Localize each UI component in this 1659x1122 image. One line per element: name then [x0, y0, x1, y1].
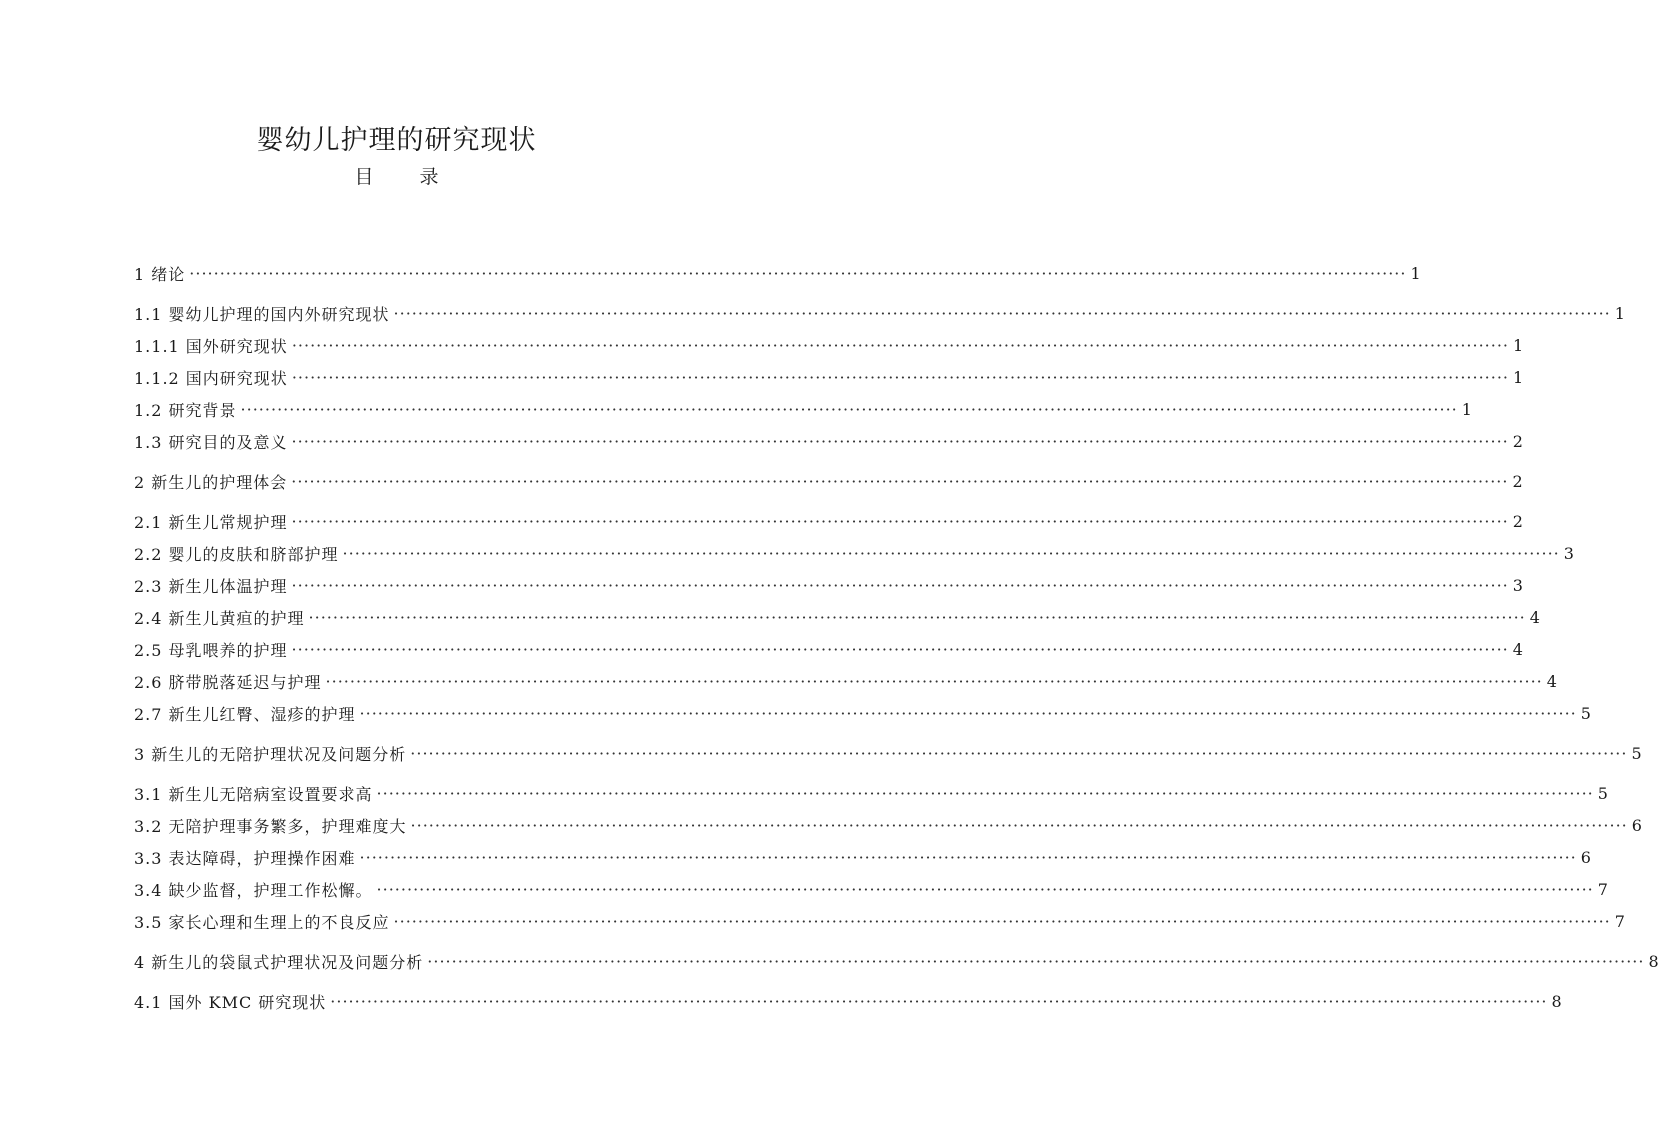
toc-entry-page: 2 — [1512, 511, 1523, 531]
toc-entry-page: 1 — [1513, 367, 1524, 387]
toc-entry[interactable] — [134, 300, 1625, 326]
toc-entry-page: 1 — [1614, 303, 1625, 323]
toc-entry-label: 2.3 新生儿体温护理 — [134, 576, 288, 596]
toc-entry-page: 6 — [1631, 815, 1642, 835]
toc-entry-label: 3.3 表达障碍，护理操作困难 — [134, 848, 356, 868]
toc-entry[interactable] — [134, 988, 1562, 1014]
toc-entry[interactable] — [134, 908, 1625, 934]
toc-entry-label: 4 新生儿的袋鼠式护理状况及问题分析 — [134, 952, 424, 972]
toc-entry[interactable] — [134, 636, 1523, 662]
toc-entry-label: 3.1 新生儿无陪病室设置要求高 — [134, 784, 373, 804]
toc-leader-dots: ········································································································································································································ — [342, 543, 1560, 563]
toc-leader-dots: ········································································································································································································ — [240, 399, 1458, 419]
toc-entry-page: 3 — [1512, 575, 1523, 595]
toc-entry-label: 2.6 脐带脱落延迟与护理 — [134, 672, 322, 692]
toc-entry[interactable] — [134, 604, 1540, 630]
toc-entry-label: 1.1 婴幼儿护理的国内外研究现状 — [134, 304, 390, 324]
toc-leader-dots: ········································································································································································································ — [393, 303, 1611, 323]
toc-entry-page: 5 — [1580, 703, 1591, 723]
toc-entry[interactable] — [134, 468, 1523, 494]
toc-entry-label: 3.2 无陪护理事务繁多，护理难度大 — [134, 816, 407, 836]
toc-entry-page: 2 — [1512, 431, 1523, 451]
toc-entry-page: 7 — [1614, 911, 1625, 931]
toc-entry[interactable] — [134, 332, 1524, 358]
toc-entry-label: 1 绪论 — [134, 264, 186, 284]
toc-entry-page: 5 — [1597, 783, 1608, 803]
toc-leader-dots: ········································································································································································································ — [291, 575, 1509, 595]
toc-leader-dots: ········································································································································································································ — [291, 335, 1509, 355]
toc-entry[interactable] — [134, 540, 1574, 566]
toc-leader-dots: ········································································································································································································ — [291, 639, 1509, 659]
toc-entry-label: 1.2 研究背景 — [134, 400, 237, 420]
toc-entry-label: 1.3 研究目的及意义 — [134, 432, 288, 452]
toc-entry[interactable] — [134, 876, 1608, 902]
toc-entry-page: 4 — [1529, 607, 1540, 627]
toc-leader-dots: ········································································································································································································ — [291, 431, 1509, 451]
toc-entry-label: 4.1 国外 KMC 研究现状 — [134, 992, 327, 1012]
toc-leader-dots: ········································································································································································································ — [376, 783, 1594, 803]
toc-entry-page: 3 — [1563, 543, 1574, 563]
toc-entry[interactable] — [134, 668, 1557, 694]
toc-entry-page: 4 — [1546, 671, 1557, 691]
toc-leader-dots: ········································································································································································································ — [410, 815, 1628, 835]
toc-entry-label: 2.1 新生儿常规护理 — [134, 512, 288, 532]
toc-entry-page: 8 — [1551, 991, 1562, 1011]
toc-entry[interactable] — [134, 260, 1421, 286]
toc-entry-label: 1.1.2 国内研究现状 — [134, 368, 288, 388]
toc-leader-dots: ········································································································································································································ — [291, 471, 1509, 491]
toc-entry[interactable] — [134, 780, 1608, 806]
toc-leader-dots: ········································································································································································································ — [291, 367, 1509, 387]
toc-entry[interactable] — [134, 428, 1523, 454]
toc-entry-page: 2 — [1512, 471, 1523, 491]
toc-heading: 目录 — [354, 166, 485, 188]
toc-entry[interactable] — [134, 508, 1523, 534]
toc-entry[interactable] — [134, 396, 1472, 422]
toc-entry-label: 2.2 婴儿的皮肤和脐部护理 — [134, 544, 339, 564]
toc-entry-page: 1 — [1410, 263, 1421, 283]
toc-entry-label: 2.7 新生儿红臀、湿疹的护理 — [134, 704, 356, 724]
toc-leader-dots: ········································································································································································································ — [189, 263, 1407, 283]
toc-entry[interactable] — [134, 740, 1642, 766]
toc-leader-dots: ········································································································································································································ — [330, 991, 1548, 1011]
toc-entry-label: 3.4 缺少监督，护理工作松懈。 — [134, 880, 373, 900]
toc-entry-page: 6 — [1580, 847, 1591, 867]
toc-leader-dots: ········································································································································································································ — [393, 911, 1611, 931]
toc-entry-label: 2.5 母乳喂养的护理 — [134, 640, 288, 660]
toc-leader-dots: ········································································································································································································ — [291, 511, 1509, 531]
toc-entry-label: 3 新生儿的无陪护理状况及问题分析 — [134, 744, 407, 764]
toc-entry[interactable] — [134, 572, 1523, 598]
toc-leader-dots: ········································································································································································································ — [359, 847, 1577, 867]
toc-leader-dots: ········································································································································································································ — [359, 703, 1577, 723]
toc-leader-dots: ········································································································································································································ — [410, 743, 1628, 763]
toc-entry[interactable] — [134, 812, 1642, 838]
toc-entry-label: 3.5 家长心理和生理上的不良反应 — [134, 912, 390, 932]
toc-leader-dots: ········································································································································································································ — [376, 879, 1594, 899]
page-title: 婴幼儿护理的研究现状 — [256, 125, 537, 156]
toc-entry-page: 1 — [1513, 335, 1524, 355]
toc-entry-page: 5 — [1631, 743, 1642, 763]
toc-entry[interactable] — [134, 364, 1524, 390]
toc-entry-page: 7 — [1597, 879, 1608, 899]
toc-entry-label: 2.4 新生儿黄疸的护理 — [134, 608, 305, 628]
toc-leader-dots: ········································································································································································································ — [308, 607, 1526, 627]
toc-entry[interactable] — [134, 948, 1659, 974]
toc-entry-page: 8 — [1648, 951, 1659, 971]
toc-entry[interactable] — [134, 700, 1591, 726]
toc-entry-label: 1.1.1 国外研究现状 — [134, 336, 288, 356]
toc-leader-dots: ········································································································································································································ — [325, 671, 1543, 691]
toc-entry-label: 2 新生儿的护理体会 — [134, 472, 288, 492]
toc-entry[interactable] — [134, 844, 1591, 870]
toc-leader-dots: ········································································································································································································ — [427, 951, 1645, 971]
toc-entry-page: 4 — [1512, 639, 1523, 659]
toc-entry-page: 1 — [1461, 399, 1472, 419]
